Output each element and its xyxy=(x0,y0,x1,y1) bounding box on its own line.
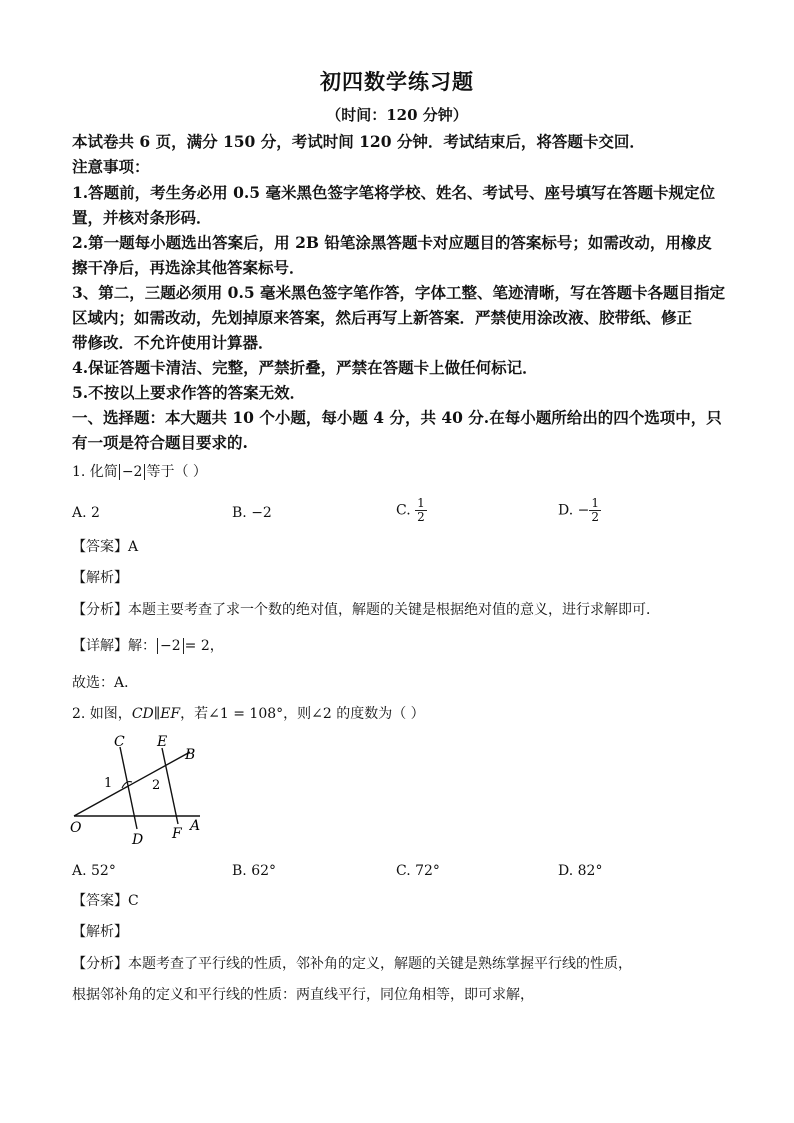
q1-analysis xyxy=(72,600,660,620)
q2-analysis-text: 本题考查了平行线的性质，邻补角的定义，解题的关键是熟练掌握平行线的性质， xyxy=(128,956,632,972)
q2-parallel: CD∥EF xyxy=(131,706,181,722)
question-2 xyxy=(72,704,425,724)
q2-option-d: D. 82° xyxy=(558,863,603,879)
notice-3b: 区域内；如需改动，先划掉原来答案，然后再写上新答案．严禁使用涂改液、胶带纸、修正 xyxy=(72,308,693,327)
page-subtitle: （时间：120 分钟） xyxy=(326,106,468,124)
intro-line: 本试卷共 6 页，满分 150 分，考试时间 120 分钟．考试结束后，将答题卡交回． xyxy=(72,132,645,151)
q1-option-d-den: 2 xyxy=(591,510,599,524)
notice-2a: 2.第一题每小题选出答案后，用 2B 铅笔涂黑答题卡对应题目的答案标号；如需改动，用橡皮 xyxy=(72,233,712,252)
q2-answer-value: C xyxy=(128,893,139,909)
label-F: F xyxy=(172,826,182,842)
q1-analysis-tag: 【分析】 xyxy=(72,602,128,618)
notice-1a: 1.答题前，考生务必用 0.5 毫米黑色签字笔将学校、姓名、考试号、座号填写在答题卡规定位 xyxy=(72,183,715,202)
q1-option-d-label: D. − xyxy=(558,502,590,519)
label-O: O xyxy=(70,820,82,836)
q2-answer xyxy=(72,891,139,911)
q1-analysis-text: 本题主要考查了求一个数的绝对值，解题的关键是根据绝对值的意义，进行求解即可． xyxy=(128,602,660,618)
q2-analysis xyxy=(72,954,632,974)
q1-option-c-fraction xyxy=(415,497,427,524)
q1-option-c-num: 1 xyxy=(417,496,425,510)
q1-answer-value: A xyxy=(128,539,139,555)
notice-4: 4.保证答题卡清洁、完整，严禁折叠，严禁在答题卡上做任何标记． xyxy=(72,358,538,377)
q2-jiexi: 【解析】 xyxy=(72,924,128,940)
notice-2b: 擦干净后，再选涂其他答案标号． xyxy=(72,258,305,277)
q1-option-d xyxy=(558,497,601,524)
section-heading-b: 有一项是符合题目要求的. xyxy=(72,433,248,452)
label-angle-1: 1 xyxy=(104,776,113,791)
q2-prefix: 2. 如图， xyxy=(72,706,132,722)
q1-option-c-den: 2 xyxy=(417,510,425,524)
notice-5: 5.不按以上要求作答的答案无效． xyxy=(72,383,306,402)
label-C: C xyxy=(114,734,125,750)
q2-analysis-tag: 【分析】 xyxy=(72,956,128,972)
q1-option-c xyxy=(396,497,427,524)
q1-option-d-num: 1 xyxy=(591,496,599,510)
q1-detail-pre: 解： xyxy=(128,638,156,654)
q1-jiexi: 【解析】 xyxy=(72,570,128,586)
label-E: E xyxy=(157,734,168,750)
section-heading-a: 一、选择题：本大题共 10 个小题，每小题 4 分，共 40 分.在每小题所给出的四个选项中，只 xyxy=(72,408,722,427)
q1-suffix: 等于（ ） xyxy=(146,464,207,480)
q1-answer-tag: 【答案】 xyxy=(72,539,128,555)
q1-prefix: 1. 化简 xyxy=(72,464,118,480)
question-1 xyxy=(72,462,207,482)
label-D: D xyxy=(132,832,144,848)
q2-analysis-line2: 根据邻补角的定义和平行线的性质：两直线平行，同位角相等，即可求解， xyxy=(72,987,534,1003)
q2-answer-tag: 【答案】 xyxy=(72,893,128,909)
q1-answer xyxy=(72,537,138,557)
page-title: 初四数学练习题 xyxy=(320,69,474,94)
notice-title: 注意事项： xyxy=(72,157,150,176)
q1-conclusion: 故选：A． xyxy=(72,675,139,691)
q1-detail xyxy=(72,636,224,656)
notice-3c: 带修改．不允许使用计算器． xyxy=(72,333,274,352)
q2-option-b: B. 62° xyxy=(232,863,277,879)
q2-option-c: C. 72° xyxy=(396,863,440,879)
q1-option-d-fraction xyxy=(589,497,601,524)
q1-abs: −2 xyxy=(119,464,146,480)
q1-detail-post: = 2， xyxy=(184,638,224,654)
q2-geometry-figure xyxy=(66,732,216,852)
q2-option-a: A. 52° xyxy=(72,863,116,879)
notice-3a: 3、第二，三题必须用 0.5 毫米黑色签字笔作答，字体工整、笔迹清晰，写在答题卡各题目指定 xyxy=(72,283,726,302)
label-B: B xyxy=(185,747,196,763)
q1-detail-abs: −2 xyxy=(157,638,184,654)
q1-detail-tag: 【详解】 xyxy=(72,638,128,654)
q1-option-b: B. −2 xyxy=(232,505,272,521)
label-angle-2: 2 xyxy=(152,778,161,793)
q1-option-c-label: C. xyxy=(396,502,411,519)
label-A: A xyxy=(190,818,201,834)
q1-option-a: A. 2 xyxy=(72,505,100,521)
q2-stem: ，若∠1 = 108°，则∠2 的度数为（ ） xyxy=(180,706,425,722)
notice-1b: 置，并核对条形码． xyxy=(72,208,212,227)
